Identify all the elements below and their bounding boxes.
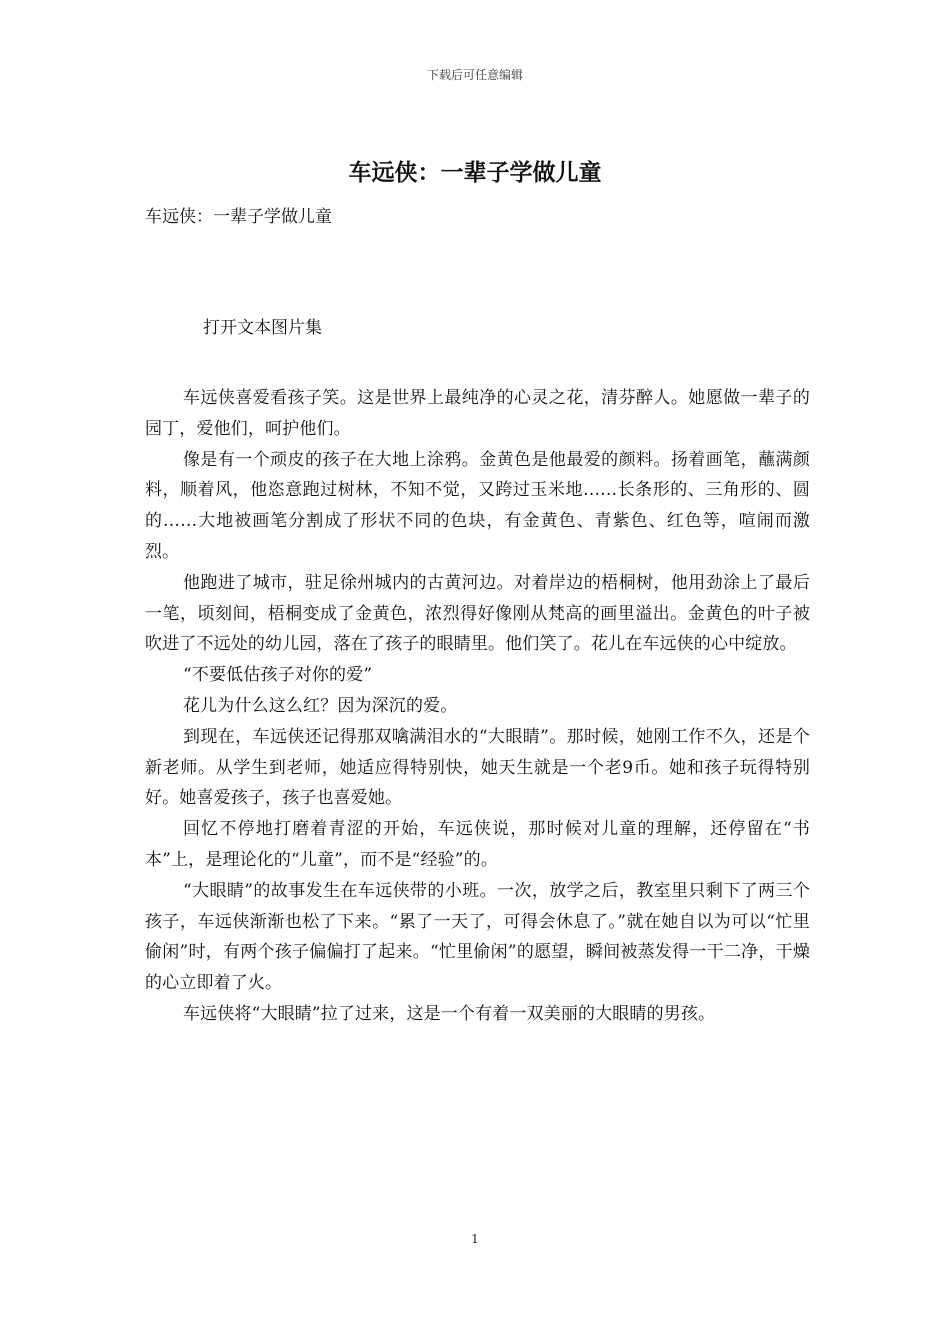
paragraph: 车远侠喜爱看孩子笑。这是世界上最纯净的心灵之花，清芬醉人。她愿做一辈子的园丁，爱他们，呵护他们。 xyxy=(145,388,810,439)
image-gallery-link[interactable]: 打开文本图片集 xyxy=(203,318,322,338)
paragraph: 像是有一个顽皮的孩子在大地上涂鸦。金黄色是他最爱的颜料。扬着画笔，蘸满颜料，顺着风，他恣意跑过树林，不知不觉，又跨过玉米地……长条形的、三角形的、圆的……大地被画笔分割成了形状不同的色块，有金黄色、青紫色、红色等，喧闹而激烈。 xyxy=(145,449,810,562)
paragraph: 花儿为什么这么红？因为深沉的爱。 xyxy=(183,695,458,716)
paragraph: 回忆不停地打磨着青涩的开始，车远侠说，那时候对儿童的理解，还停留在“书本”上，是理论化的“儿童”，而不是“经验”的。 xyxy=(145,819,810,870)
document-title: 车远侠：一辈子学做儿童 xyxy=(348,159,602,186)
page-number: 1 xyxy=(471,1232,479,1246)
paragraph: “大眼睛”的故事发生在车远侠带的小班。一次，放学之后，教室里只剩下了两三个孩子，车远侠渐渐也松了下来。“累了一天了，可得会休息了。”就在她自以为可以“忙里偷闲”时，有两个孩子偏偏打了起来。“忙里偷闲”的愿望，瞬间被蒸发得一干二净，干燥的心立即着了火。 xyxy=(145,880,810,994)
paragraph: 到现在，车远侠还记得那双噙满泪水的“大眼睛”。那时候，她刚工作不久，还是个新老师。从学生到老师，她适应得特别快，她天生就是一个老9币。她和孩子玩得特别好。她喜爱孩子，孩子也喜爱她。 xyxy=(145,726,810,809)
header-note: 下载后可任意编辑 xyxy=(426,68,523,82)
section-heading-quote: “不要低估孩子对你的爱” xyxy=(183,665,373,686)
document-subtitle: 车远侠：一辈子学做儿童 xyxy=(145,207,332,227)
paragraph: 他跑进了城市，驻足徐州城内的古黄河边。对着岸边的梧桐树，他用劲涂上了最后一笔，顷刻间，梧桐变成了金黄色，浓烈得好像刚从梵高的画里溢出。金黄色的叶子被吹进了不远处的幼儿园，落在了孩子的眼睛里。他们笑了。花儿在车远侠的心中绽放。 xyxy=(145,572,810,655)
article-body xyxy=(145,383,810,1030)
paragraph: 车远侠将“大眼睛”拉了过来，这是一个有着一双美丽的大眼睛的男孩。 xyxy=(183,1003,716,1024)
